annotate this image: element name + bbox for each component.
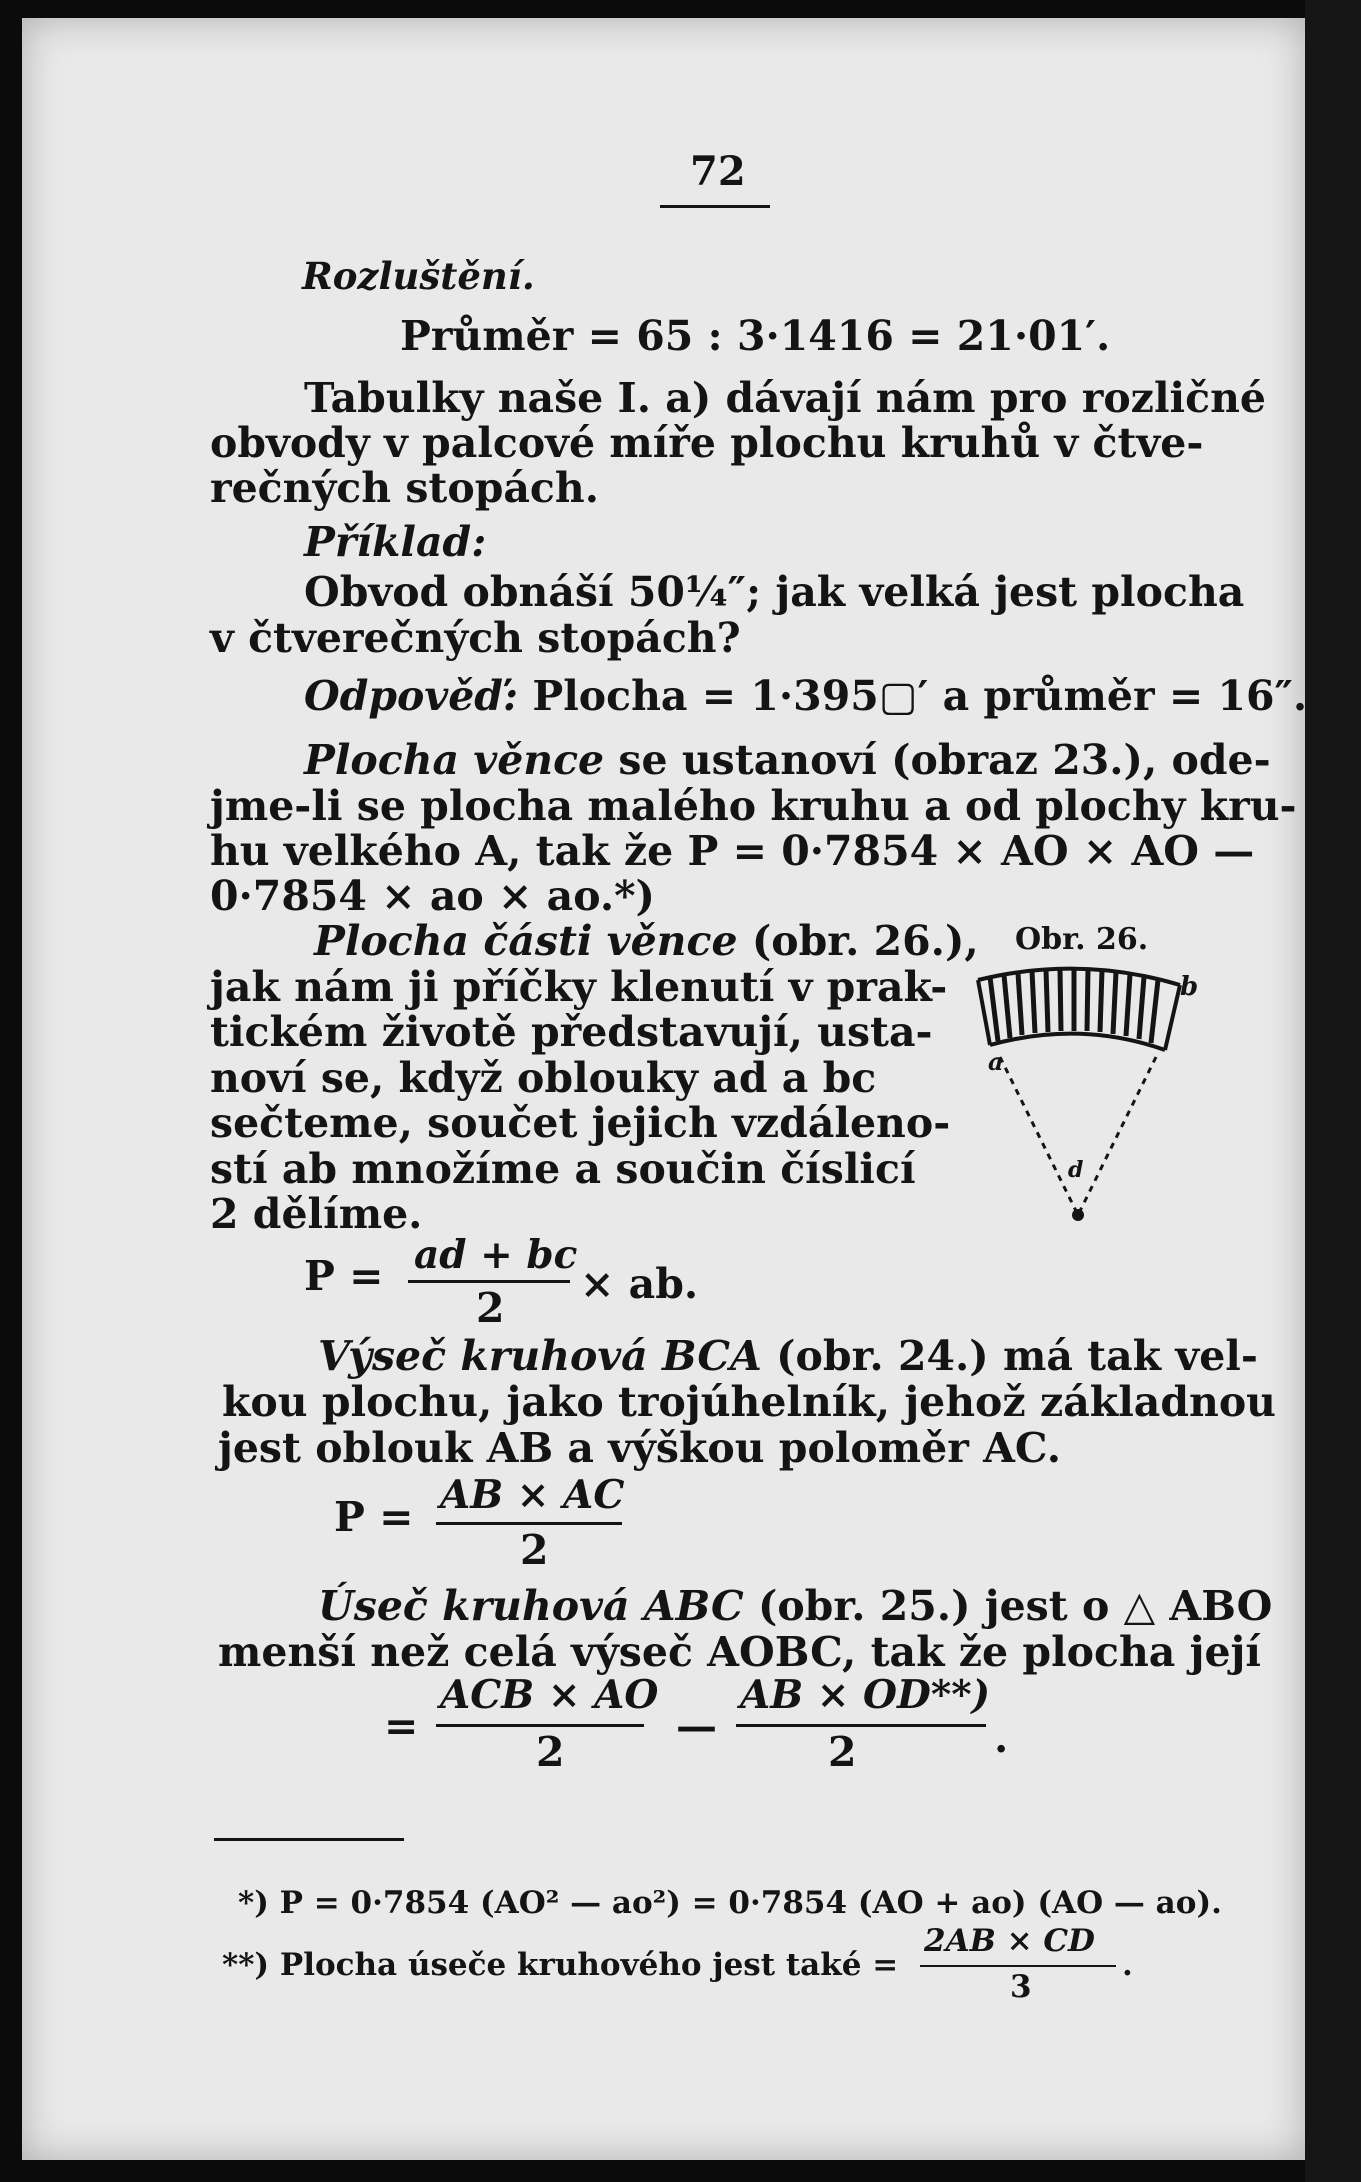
formula2-denominator: 2 [520, 1526, 549, 1574]
usec-text-1: (obr. 25.) jest o △ ABO [757, 1582, 1273, 1630]
venec-text-1: se ustanoví (obraz 23.), ode- [618, 736, 1271, 784]
odpoved-line [304, 672, 1308, 720]
cast-label: Plocha části věnce [314, 917, 738, 965]
usec-label: Úseč kruhová ABC [318, 1582, 744, 1630]
footnote-2-denominator: 3 [1010, 1969, 1032, 2005]
cast-line-3: tickém životě představují, usta- [210, 1008, 933, 1056]
vysec-line-2: kou plochu, jako trojúhelník, jehož základnou [222, 1378, 1276, 1426]
page-number-rule [660, 205, 770, 208]
odpoved-label: Odpověď: [304, 672, 519, 720]
formula3-denominator-2: 2 [828, 1728, 857, 1776]
formula3-numerator-1: ACB × AO [440, 1672, 659, 1718]
cast-line-5: sečteme, součet jejich vzdáleno- [210, 1099, 951, 1147]
usec-line-2: menší než celá výseč AOBC, tak že plocha její [218, 1628, 1261, 1676]
prumer-line: Průměr = 65 : 3·1416 = 21·01′. [400, 312, 1111, 360]
footnote-1: *) P = 0·7854 (AO² — ao²) = 0·7854 (AO + ao) (AO — ao). [238, 1885, 1222, 1921]
cast-line-2: jak nám ji příčky klenutí v prak- [210, 963, 948, 1011]
cast-line-7: 2 dělíme. [210, 1190, 423, 1238]
usec-line-1 [318, 1582, 1273, 1630]
formula1-denominator: 2 [476, 1284, 505, 1332]
cast-line-6: stí ab množíme a součin číslicí [210, 1145, 916, 1193]
cast-text-1: (obr. 26.), [751, 917, 979, 965]
odpoved-text: Plocha = 1·395▢′ a průměr = 16″. [532, 672, 1308, 720]
obvod-line-2: v čtverečných stopách? [210, 614, 741, 662]
venec-line-1 [304, 736, 1271, 784]
formula3-fraction-bar-1 [436, 1724, 644, 1727]
cast-line-1 [314, 917, 979, 965]
para1-line-3: rečných stopách. [210, 464, 599, 512]
formula3-denominator-1: 2 [536, 1728, 565, 1776]
venec-label: Plocha věnce [304, 736, 605, 784]
formula3-end: . [994, 1714, 1009, 1762]
footnote-2-numerator: 2AB × CD [924, 1923, 1095, 1959]
formula3-fraction-bar-2 [736, 1724, 986, 1727]
formula2-lhs: P = [334, 1493, 414, 1541]
formula1-numerator: ad + bc [414, 1232, 578, 1278]
figure-26-vault-sector [960, 965, 1220, 1235]
formula3-numerator-2: AB × OD**) [740, 1672, 991, 1718]
vysec-label: Výseč kruhová BCA [318, 1332, 762, 1380]
priklad-label: Příklad: [304, 518, 487, 566]
para1-line-2: obvody v palcové míře plochu kruhů v čtve- [210, 419, 1204, 467]
venec-line-3: hu velkého A, tak že P = 0·7854 × AO × AO — [210, 827, 1255, 875]
figure-center-point [1072, 1209, 1084, 1221]
formula1-fraction-bar [408, 1280, 570, 1283]
vysec-text-1: (obr. 24.) má tak vel- [776, 1332, 1258, 1380]
formula2-fraction-bar [436, 1522, 622, 1525]
footnote-2-end: . [1122, 1947, 1133, 1983]
formula3-equals: = [384, 1702, 419, 1750]
formula3-minus: — [676, 1702, 717, 1750]
para1-line-1: Tabulky naše I. a) dávají nám pro rozličné [304, 374, 1266, 422]
cast-line-4: noví se, když oblouky ad a bc [210, 1054, 877, 1102]
figure-label-d: d [1068, 1157, 1084, 1183]
formula1-lhs: P = [304, 1252, 384, 1300]
vysec-line-1 [318, 1332, 1258, 1380]
venec-line-2: jme-li se plocha malého kruhu a od plochy kru- [210, 782, 1297, 830]
heading-rozlusteni: Rozluštění. [302, 254, 535, 298]
obvod-line-1: Obvod obnáší 50¼″; jak velká jest plocha [304, 568, 1245, 616]
footnote-separator [214, 1838, 404, 1841]
figure-label-a: a [988, 1047, 1004, 1076]
figure-label-b: b [1180, 972, 1199, 1002]
footnote-2-text: **) Plocha úseče kruhového jest také = [222, 1947, 899, 1983]
formula2-numerator: AB × AC [440, 1472, 625, 1518]
footnote-2-fraction-bar [920, 1965, 1116, 1967]
page-number: 72 [690, 148, 746, 195]
formula1-tail: × ab. [580, 1260, 699, 1308]
figure-caption: Obr. 26. [1015, 922, 1149, 957]
vysec-line-3: jest oblouk AB a výškou poloměr AC. [218, 1424, 1062, 1472]
venec-line-4: 0·7854 × ao × ao.*) [210, 872, 655, 920]
